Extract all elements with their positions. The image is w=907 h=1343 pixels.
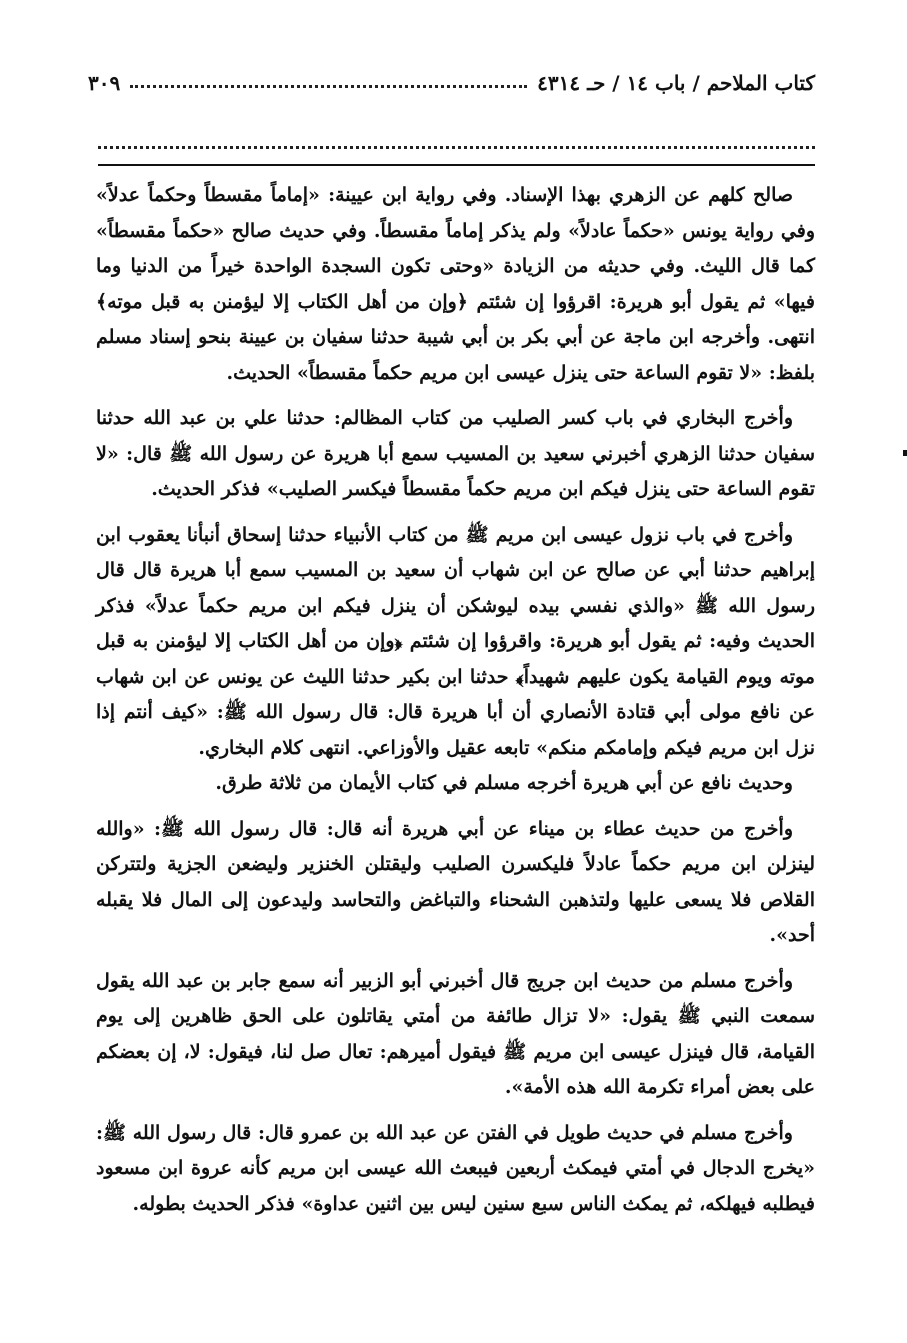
header-dot-leader bbox=[130, 85, 527, 88]
dotted-separator bbox=[98, 146, 815, 149]
paragraph-6: وأخرج مسلم من حديث ابن جريج قال أخبرني أبو الزبير أنه سمع جابر بن عبد الله يقول سمعت النبي ﷺ يقول: «لا تزال طائفة من أمتي يقاتلون على الحق ظاهرين إلى يوم القيامة، قال فينزل عيسى ابن مريم ﷺ فيقول أميرهم: تعال صل لنا، فيقول: لا، إن بعضكم على بعض أمراء تكرمة الله هذه الأمة». bbox=[96, 969, 815, 1098]
page-number: ٣٠٩ bbox=[88, 71, 121, 95]
margin-mark bbox=[903, 450, 907, 456]
paragraph-2: وأخرج البخاري في باب كسر الصليب من كتاب المظالم: حدثنا علي بن عبد الله حدثنا سفيان حدثنا الزهري أخبرني سعيد بن المسيب سمع أبا هريرة عن رسول الله ﷺ قال: «لا تقوم الساعة حتى ينزل فيكم ابن مريم حكماً مقسطاً فيكسر الصليب» فذكر الحديث. bbox=[96, 407, 815, 500]
page-body bbox=[96, 178, 815, 1232]
page-header bbox=[88, 66, 815, 100]
paragraph-4: وحديث نافع عن أبي هريرة أخرجه مسلم في كتاب الأيمان من ثلاثة طرق. bbox=[215, 772, 793, 794]
paragraph-1: صالح كلهم عن الزهري بهذا الإسناد. وفي رواية ابن عيينة: «إماماً مقسطاً وحكماً عدلاً» وفي رواية يونس «حكماً عادلاً» ولم يذكر إماماً مقسطاً. وفي حديث صالح «حكماً مقسطاً» كما قال الليث. وفي حديثه من الزيادة «وحتى تكون السجدة الواحدة خيراً من الدنيا وما فيها» ثم يقول أبو هريرة: اقرؤوا إن شئتم ﴿وإن من أهل الكتاب إلا ليؤمنن به قبل موته﴾ انتهى. وأخرجه ابن ماجة عن أبي بكر بن أبي شيبة حدثنا سفيان بن عيينة بنحو إسناد مسلم بلفظ: «لا تقوم الساعة حتى ينزل عيسى ابن مريم حكماً مقسطاً» الحديث. bbox=[96, 184, 815, 384]
solid-separator bbox=[98, 164, 815, 166]
paragraph-5: وأخرج من حديث عطاء بن ميناء عن أبي هريرة أنه قال: قال رسول الله ﷺ: «والله لينزلن ابن مريم حكماً عادلاً فليكسرن الصليب وليقتلن الخنزير وليضعن الجزية ولتتركن القلاص فلا يسعى عليها ولتذهبن الشحناء والتباغض والتحاسد وليدعون إلى المال فلا يقبله أحد». bbox=[96, 817, 815, 946]
paragraph-3: وأخرج في باب نزول عيسى ابن مريم ﷺ من كتاب الأنبياء حدثنا إسحاق أنبأنا يعقوب ابن إبراهيم حدثنا أبي عن صالح عن ابن شهاب أن سعيد بن المسيب سمع أبا هريرة قال قال رسول الله ﷺ «والذي نفسي بيده ليوشكن أن ينزل فيكم ابن مريم حكماً عدلاً» فذكر الحديث وفيه: ثم يقول أبو هريرة: واقرؤوا إن شئتم ﴿وإن من أهل الكتاب إلا ليؤمنن به قبل موته ويوم القيامة يكون عليهم شهيداً﴾ حدثنا ابن بكير حدثنا الليث عن يونس عن ابن شهاب عن نافع مولى أبي قتادة الأنصاري أن أبا هريرة قال: قال رسول الله ﷺ: «كيف أنتم إذا نزل ابن مريم فيكم وإمامكم منكم» تابعه عقيل والأوزاعي. انتهى كلام البخاري. bbox=[96, 523, 815, 759]
running-title: كتاب الملاحم / باب ١٤ / حـ ٤٣١٤ bbox=[537, 71, 815, 95]
paragraph-7: وأخرج مسلم في حديث طويل في الفتن عن عبد الله بن عمرو قال: قال رسول الله ﷺ: «يخرج الدجال في أمتي فيمكث أربعين فيبعث الله عيسى ابن مريم كأنه عروة ابن مسعود فيطلبه فيهلكه، ثم يمكث الناس سبع سنين ليس بين اثنين عداوة» فذكر الحديث بطوله. bbox=[96, 1121, 815, 1215]
